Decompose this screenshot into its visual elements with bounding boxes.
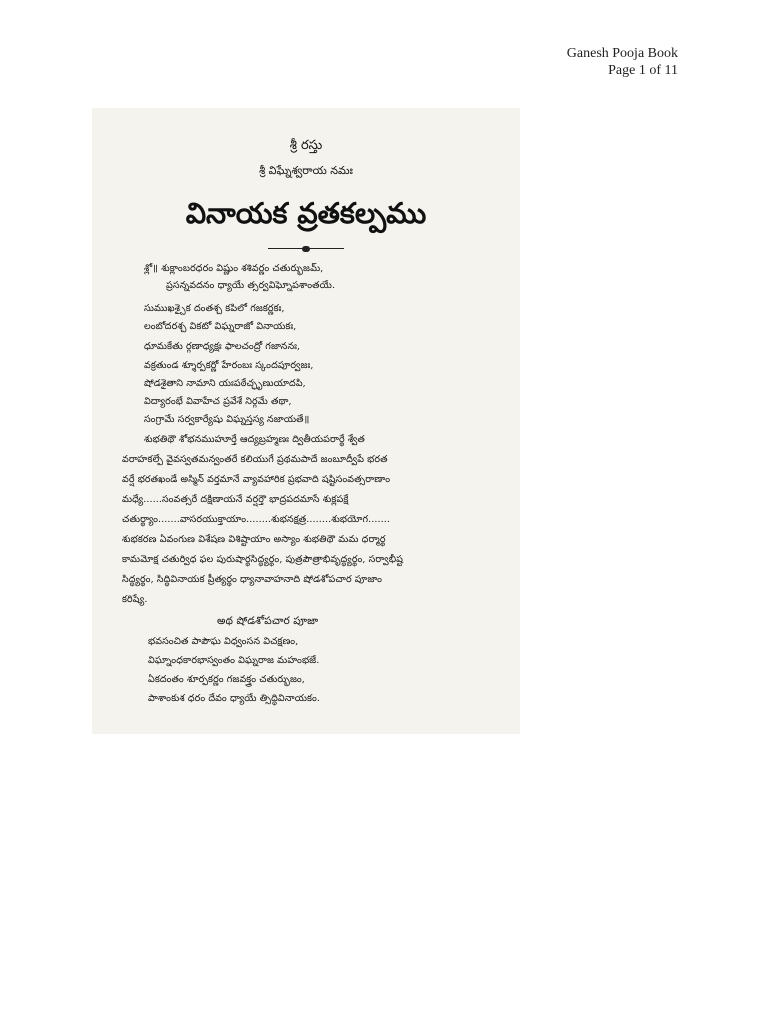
- verse-line: ప్రసన్నవదనం ధ్యాయే త్సర్వవిఘ్నోపశాంతయే.: [166, 280, 336, 291]
- invocation-line: శ్రీ రస్తు: [289, 138, 323, 153]
- verse-line: శ్లో॥ శుక్లాంబరధరం విష్ణుం శశివర్ణం చతుర్భుజమ్,: [144, 263, 324, 274]
- verse-line: విద్యారంభే వివాహేచ ప్రవేశే నిర్గమే తథా,: [144, 396, 292, 407]
- salutation-line: శ్రీ విఘ్నేశ్వరాయ నమః: [259, 164, 353, 177]
- prose-line: సిద్ధ్యర్థం, సిద్ధివినాయక ప్రీత్యర్థం ధ్యానావాహనాది షోడశోపచార పూజాం: [122, 574, 383, 585]
- prose-line: వర్షే భరతఖండే అస్మిన్ వర్తమానే వ్యావహారిక ప్రభవాది షష్టిసంవత్సరాణాం: [122, 474, 391, 485]
- verse-line: పాశాంకుశ ధరం దేవం ధ్యాయే త్సిద్ధివినాయకం.: [148, 693, 321, 704]
- page-title: వినాయక వ్రతకల్పము: [185, 196, 427, 230]
- verse-line: విఘ్నాంధకారభాస్వంతం విఘ్నరాజ మహంభజే.: [148, 655, 320, 666]
- document-title: Ganesh Pooja Book: [566, 46, 678, 61]
- verse-line: సుముఖశ్చైక దంతశ్చ కపిలో గజకర్ణకః,: [144, 303, 285, 314]
- prose-line: చతుర్థ్యాం.......వాసరయుక్తాయాం........శుభనక్షత్ర........శుభయోగ.......: [122, 514, 390, 525]
- verse-line: షోడశైతాని నామాని యఃపఠేచ్ఛృణుయాదపి,: [144, 378, 306, 389]
- prose-line: కామమోక్ష చతుర్విధ ఫల పురుషార్థసిద్ధ్యర్థం, పుత్రపౌత్రాభివృద్ధ్యర్థం, సర్వాభీష్ట: [122, 554, 404, 565]
- prose-line: మధ్యే......సంవత్సరే దక్షిణాయనే వర్షర్తౌ భాద్రపదమాసే శుక్లపక్షే: [122, 494, 349, 505]
- title-ornament: [268, 246, 344, 252]
- prose-line: శుభతిథౌ శోభనముహూర్తే ఆద్యబ్రహ్మణః ద్వితీయపరార్థే శ్వేత: [144, 434, 365, 445]
- verse-line: వక్రతుండ శ్శూర్పకర్ణో హేరంబః స్కందపూర్వజః,: [144, 360, 314, 371]
- page-counter: Page 1 of 11: [608, 63, 678, 78]
- prose-line: శుభకరణ ఏవంగుణ విశేషణ విశిష్టాయాం అస్యాం శుభతిథౌ మమ ధర్మార్థ: [122, 534, 386, 545]
- page-header: [567, 45, 678, 79]
- prose-line: కరిష్యే.: [122, 594, 148, 605]
- verse-line: ధూమకేతు ర్గణాధ్యక్షః ఫాలచంద్రో గజాననః,: [144, 341, 301, 352]
- section-subheading: అథ షోడశోపచార పూజా: [217, 615, 319, 627]
- verse-line: సంగ్రామే సర్వకార్యేషు విఘ్నస్తస్య నజాయతే॥: [144, 414, 310, 425]
- verse-line: భవసంచిత పాపౌఘ విధ్వంసన విచక్షణం,: [148, 636, 299, 647]
- verse-line: ఏకదంతం శూర్పకర్ణం గజవక్త్రం చతుర్భుజం,: [148, 674, 305, 685]
- scanned-page: [92, 108, 520, 734]
- prose-line: వరాహకల్పే వైవస్వతమన్వంతరే కలియుగే ప్రథమపాదే జంబూద్వీపే భరత: [122, 454, 388, 465]
- verse-line: లంబోదరశ్చ వికటో విఘ్నరాజో వినాయకః,: [144, 321, 297, 332]
